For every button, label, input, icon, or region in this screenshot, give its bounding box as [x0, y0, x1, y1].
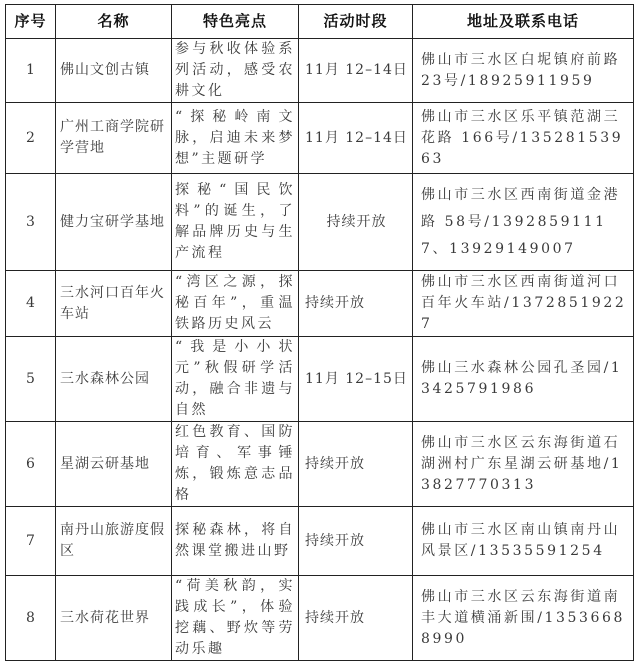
- row-index: 6: [6, 422, 56, 507]
- row-address: 佛山市三水区西南街道河口百年火车站/13728519227: [413, 271, 634, 337]
- header-row: [6, 5, 634, 39]
- table-row: [6, 507, 634, 576]
- row-name: 南丹山旅游度假区: [56, 507, 172, 576]
- row-feature: “我是小小状元”秋假研学活动，融合非遗与自然: [172, 337, 299, 422]
- table-row: [6, 576, 634, 661]
- row-name: 星湖云研基地: [56, 422, 172, 507]
- row-index: 2: [6, 103, 56, 174]
- header-name: 名称: [56, 5, 172, 39]
- row-feature: 探秘“国民饮料”的诞生，了解品牌历史与生产流程: [172, 174, 299, 271]
- row-name: 广州工商学院研学营地: [56, 103, 172, 174]
- row-feature: 探秘森林，将自然课堂搬进山野: [172, 507, 299, 576]
- row-time: 11月 12–14日: [299, 39, 413, 103]
- row-name: 健力宝研学基地: [56, 174, 172, 271]
- row-time: 持续开放: [299, 576, 413, 661]
- table-row: [6, 103, 634, 174]
- row-index: 8: [6, 576, 56, 661]
- header-time: 活动时段: [299, 5, 413, 39]
- row-feature: 参与秋收体验系列活动，感受农耕文化: [172, 39, 299, 103]
- row-feature: 红色教育、国防培育、军事锤炼，锻炼意志品格: [172, 422, 299, 507]
- row-address: 佛山三水森林公园孔圣园/13425791986: [413, 337, 634, 422]
- row-index: 3: [6, 174, 56, 271]
- row-name: 三水荷花世界: [56, 576, 172, 661]
- table-row: [6, 337, 634, 422]
- activity-table: [5, 4, 634, 661]
- table-row: [6, 422, 634, 507]
- row-address: 佛山市三水区云东海街道石湖洲村广东星湖云研基地/13827770313: [413, 422, 634, 507]
- row-name: 佛山文创古镇: [56, 39, 172, 103]
- row-index: 7: [6, 507, 56, 576]
- row-address: 佛山市三水区云东海街道南丰大道横涌新围/13536688990: [413, 576, 634, 661]
- row-time: 持续开放: [299, 422, 413, 507]
- row-index: 1: [6, 39, 56, 103]
- row-index: 5: [6, 337, 56, 422]
- table-row: [6, 39, 634, 103]
- table-row: [6, 174, 634, 271]
- row-address: 佛山市三水区白坭镇府前路23号/18925911959: [413, 39, 634, 103]
- row-time: 持续开放: [299, 174, 413, 271]
- table-row: [6, 271, 634, 337]
- row-feature: “湾区之源，探秘百年”，重温铁路历史风云: [172, 271, 299, 337]
- row-feature: “荷美秋韵，实践成长”，体验挖藕、野炊等劳动乐趣: [172, 576, 299, 661]
- row-time: 11月 12–14日: [299, 103, 413, 174]
- row-time: 持续开放: [299, 271, 413, 337]
- row-time: 持续开放: [299, 507, 413, 576]
- row-address: 佛山市三水区南山镇南丹山风景区/13535591254: [413, 507, 634, 576]
- header-address: 地址及联系电话: [413, 5, 634, 39]
- row-address: 佛山市三水区乐平镇范湖三花路 166号/13528153963: [413, 103, 634, 174]
- row-index: 4: [6, 271, 56, 337]
- header-index: 序号: [6, 5, 56, 39]
- header-feature: 特色亮点: [172, 5, 299, 39]
- row-address: 佛山市三水区西南街道金港路 58号/13928591117、13929149007: [413, 174, 634, 271]
- row-feature: “探秘岭南文脉，启迪未来梦想”主题研学: [172, 103, 299, 174]
- row-time: 11月 12–15日: [299, 337, 413, 422]
- row-name: 三水森林公园: [56, 337, 172, 422]
- row-name: 三水河口百年火车站: [56, 271, 172, 337]
